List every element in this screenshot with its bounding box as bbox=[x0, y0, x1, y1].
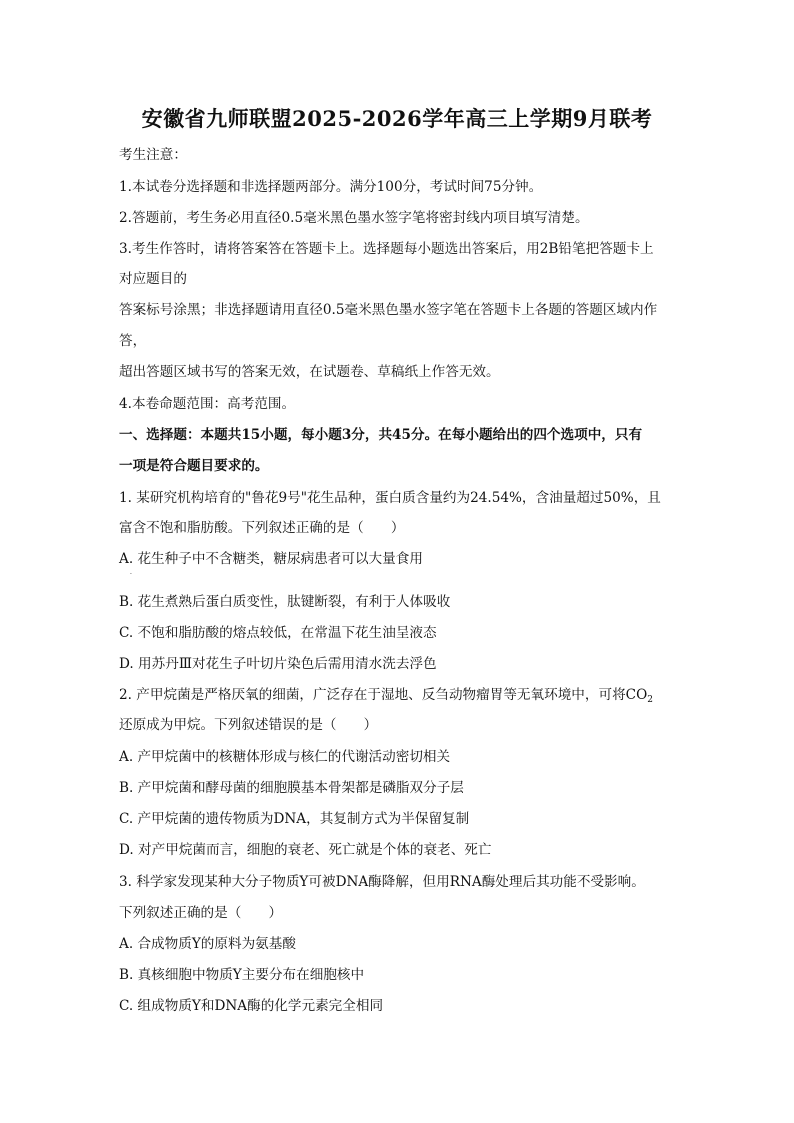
question-1-option-b: B. 花生煮熟后蛋白质变性，肽键断裂，有利于人体吸收 bbox=[119, 594, 451, 610]
question-1-option-c: C. 不饱和脂肪酸的熔点较低，在常温下花生油呈液态 bbox=[119, 625, 437, 641]
section-heading-line-2: 一项是符合题目要求的。 bbox=[119, 458, 269, 474]
notice-heading: 考生注意： bbox=[119, 147, 187, 163]
notice-item-3-line-1: 3.考生作答时，请将答案答在答题卡上。选择题每小题选出答案后，用2B铅笔把答题卡上 bbox=[119, 241, 654, 257]
question-1-option-a: A. 花生种子中不含糖类，糖尿病患者可以大量食用 bbox=[119, 551, 423, 567]
question-2-option-a: A. 产甲烷菌中的核糖体形成与核仁的代谢活动密切相关 bbox=[119, 749, 451, 765]
question-2-stem-line-1 bbox=[119, 686, 653, 704]
notice-item-3-line-3: 答案标号涂黑；非选择题请用直径0.5毫米黑色墨水签字笔在答题卡上各题的答题区域内作 bbox=[119, 302, 658, 318]
notice-item-3-line-4: 答， bbox=[119, 333, 147, 349]
question-3-stem-line-2: 下列叙述正确的是（ ） bbox=[119, 905, 283, 921]
notice-item-3-line-5: 超出答题区域书写的答案无效，在试题卷、草稿纸上作答无效。 bbox=[119, 364, 500, 380]
question-2-option-c: C. 产甲烷菌的遗传物质为DNA，其复制方式为半保留复制 bbox=[119, 811, 470, 827]
question-2-stem-text: 2. 产甲烷菌是严格厌氧的细菌，广泛存在于湿地、反刍动物瘤胃等无氧环境中，可将CO bbox=[119, 687, 648, 703]
section-heading-line-1: 一、选择题：本题共15小题，每小题3分，共45分。在每小题给出的四个选项中，只有 bbox=[119, 427, 643, 443]
subscript-2: 2 bbox=[647, 695, 653, 705]
question-1-option-d: D. 用苏丹Ⅲ对花生子叶切片染色后需用清水洗去浮色 bbox=[119, 656, 437, 672]
stray-dot: · bbox=[130, 571, 132, 578]
question-1-stem-line-2: 富含不饱和脂肪酸。下列叙述正确的是（ ） bbox=[119, 520, 405, 536]
notice-item-4: 4.本卷命题范围：高考范围。 bbox=[119, 396, 296, 412]
notice-item-2: 2.答题前，考生务必用直径0.5毫米黑色墨水签字笔将密封线内项目填写清楚。 bbox=[119, 210, 589, 226]
question-3-option-b: B. 真核细胞中物质Y主要分布在细胞核中 bbox=[119, 967, 365, 983]
question-3-stem-line-1: 3. 科学家发现某种大分子物质Y可被DNA酶降解，但用RNA酶处理后其功能不受影响。 bbox=[119, 874, 645, 890]
question-2-stem-line-2: 还原成为甲烷。下列叙述错误的是（ ） bbox=[119, 717, 378, 733]
page-title: 安徽省九师联盟2025-2026学年高三上学期9月联考 bbox=[141, 106, 653, 131]
question-1-stem-line-1: 1. 某研究机构培育的"鲁花9号"花生品种，蛋白质含量约为24.54%，含油量超过50%，且 bbox=[119, 490, 661, 506]
question-3-option-a: A. 合成物质Y的原料为氨基酸 bbox=[119, 936, 296, 952]
notice-item-3-line-2: 对应题目的 bbox=[119, 271, 187, 287]
question-2-option-d: D. 对产甲烷菌而言，细胞的衰老、死亡就是个体的衰老、死亡 bbox=[119, 842, 492, 858]
notice-item-1: 1.本试卷分选择题和非选择题两部分。满分100分，考试时间75分钟。 bbox=[119, 179, 543, 195]
question-2-option-b: B. 产甲烷菌和酵母菌的细胞膜基本骨架都是磷脂双分子层 bbox=[119, 780, 464, 796]
question-3-option-c: C. 组成物质Y和DNA酶的化学元素完全相同 bbox=[119, 998, 384, 1014]
